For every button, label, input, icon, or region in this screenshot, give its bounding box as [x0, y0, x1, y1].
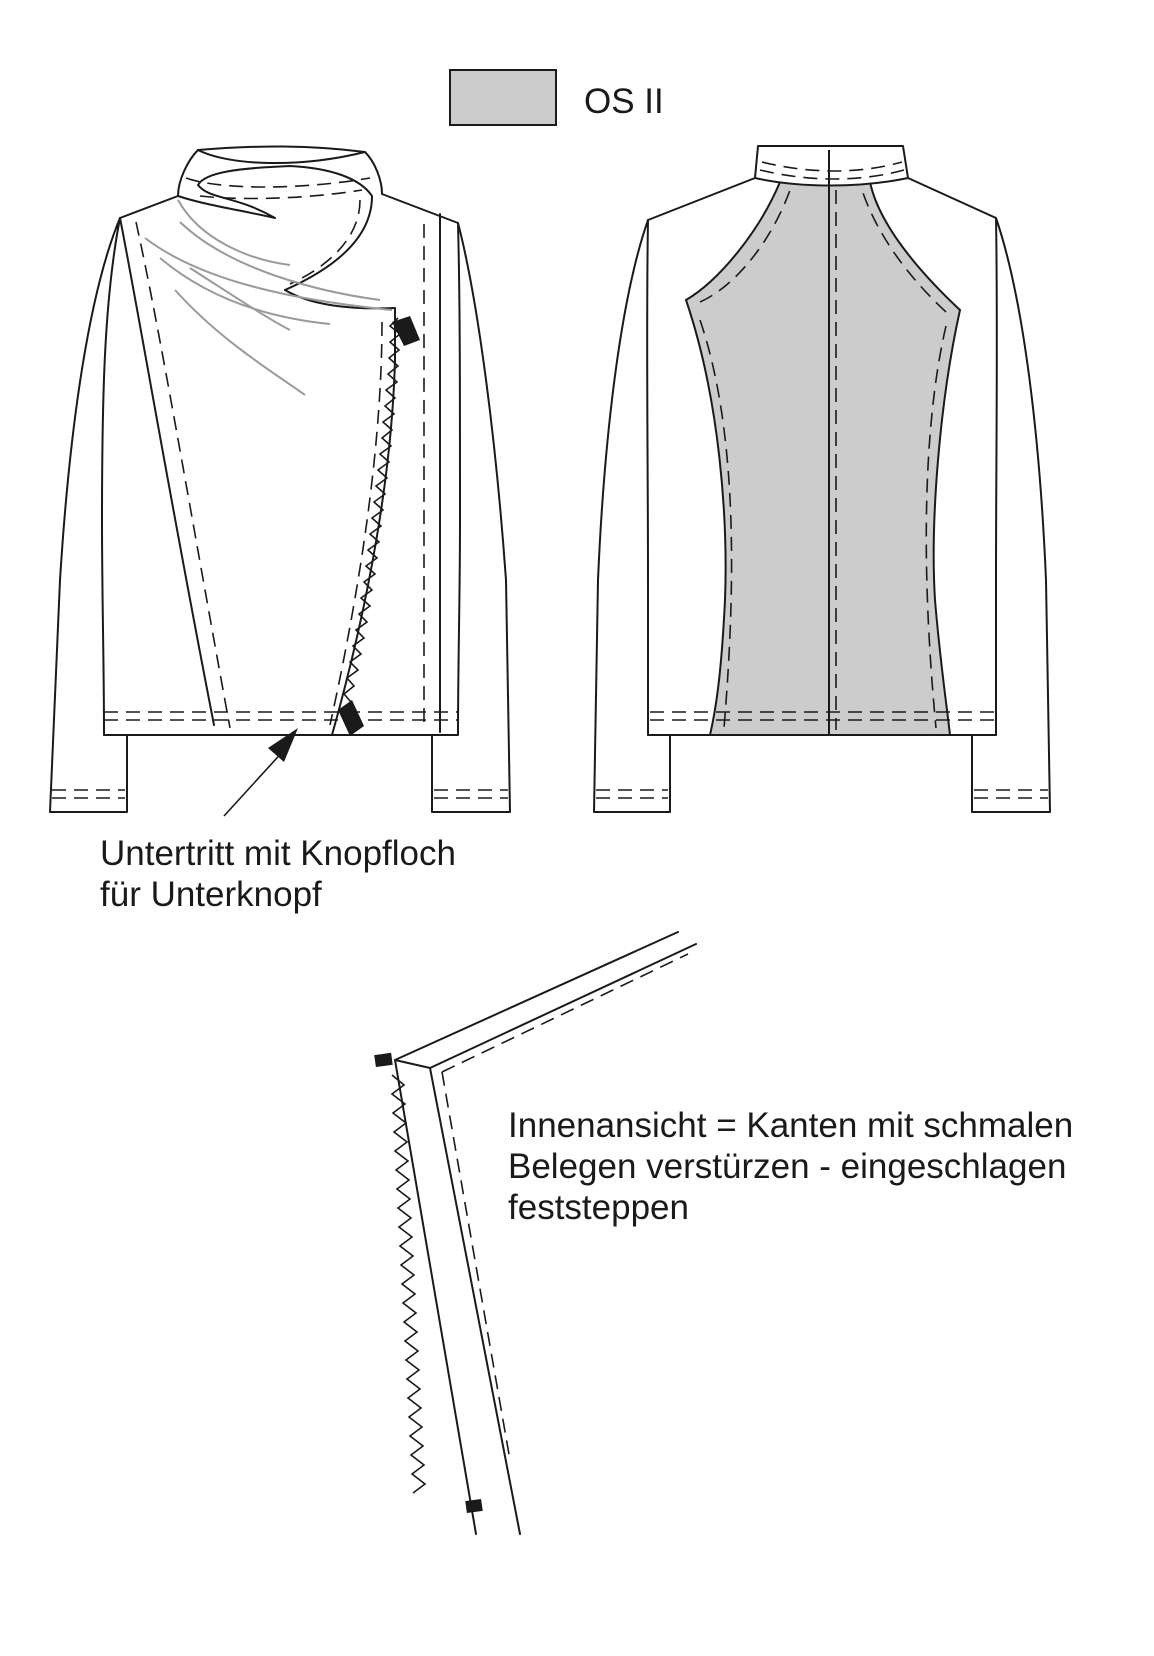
edge-facing-detail	[374, 932, 696, 1534]
jacket-front-view	[50, 146, 510, 816]
inner-view-annotation	[508, 1105, 1073, 1228]
inner-view-annotation-line-1: Innenansicht = Kanten mit schmalen	[508, 1106, 1074, 1145]
underlap-annotation-line-2: für Unterknopf	[100, 875, 322, 914]
legend-swatch	[450, 70, 556, 125]
jacket-back-view	[594, 146, 1050, 812]
underlap-annotation	[100, 833, 456, 915]
legend-label: OS II	[584, 82, 664, 121]
detail-top-marker	[374, 1053, 393, 1067]
underlap-pointer-line	[224, 748, 286, 816]
detail-outer-edge	[395, 932, 678, 1060]
inner-view-annotation-line-2: Belegen verstürzen - eingeschlagen	[508, 1147, 1067, 1186]
underlap-annotation-line-1: Untertritt mit Knopfloch	[100, 834, 456, 873]
detail-bottom-marker	[465, 1499, 483, 1513]
legend	[450, 70, 556, 125]
front-body	[102, 146, 460, 735]
inner-view-annotation-line-3: feststeppen	[508, 1188, 689, 1227]
